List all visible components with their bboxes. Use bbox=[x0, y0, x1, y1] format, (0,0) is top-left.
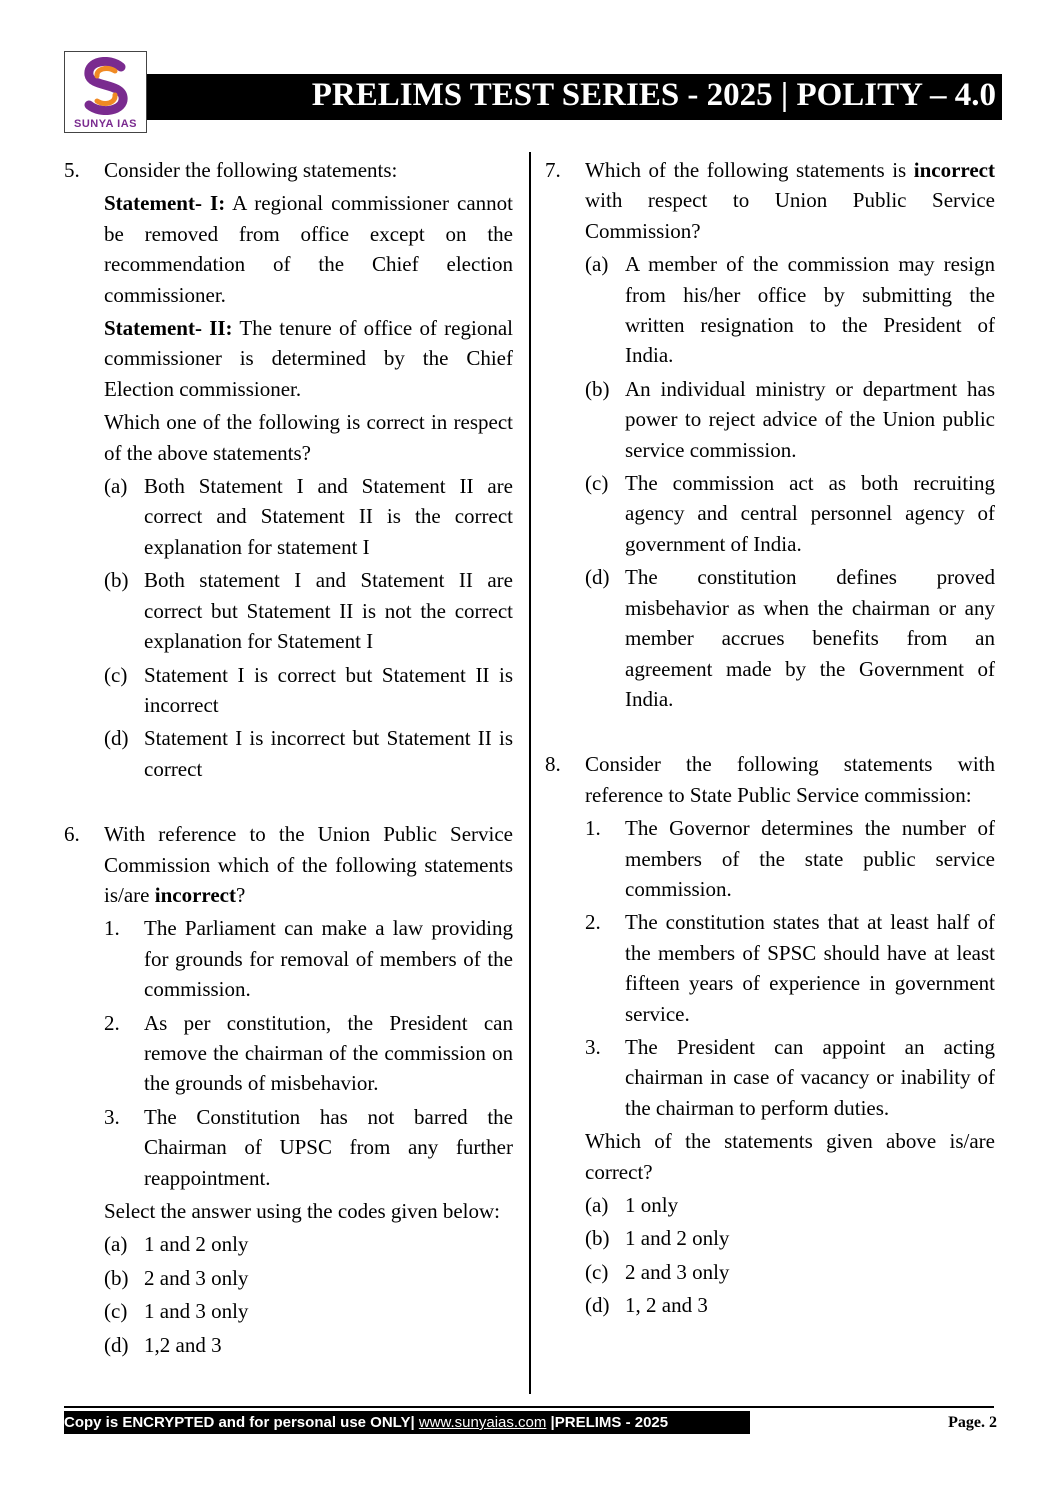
footer-rule bbox=[64, 1406, 994, 1408]
option-text: An individual ministry or department has power to reject advice of the Union public service commission. bbox=[625, 376, 995, 462]
stem-bold: incorrect bbox=[154, 882, 236, 907]
left-column bbox=[64, 155, 513, 1363]
website-link[interactable]: www.sunyaias.com bbox=[418, 1414, 547, 1431]
question-prompt: Select the answer using the codes given below: bbox=[104, 1199, 500, 1223]
option-label: (b) bbox=[585, 1226, 610, 1251]
logo-text: SUNYA IAS bbox=[74, 118, 137, 130]
statement-1 bbox=[104, 188, 513, 310]
question-stem bbox=[585, 155, 995, 246]
option-label: (d) bbox=[104, 1332, 129, 1357]
stem-text-end: ? bbox=[235, 882, 246, 907]
statement-label: 3. bbox=[585, 1034, 601, 1059]
question-prompt: Which of the statements given above is/are correct? bbox=[585, 1129, 995, 1184]
statement-label: 2. bbox=[585, 910, 601, 935]
statement-3 bbox=[104, 1102, 513, 1193]
column-divider bbox=[529, 152, 531, 1394]
option-text: Statement I is correct but Statement II is incorrect bbox=[144, 662, 513, 717]
option-text: 1,2 and 3 bbox=[144, 1332, 222, 1357]
option-text: A member of the commission may resign from his/her office by submitting the written resignation to the President of India. bbox=[625, 252, 995, 368]
statement-text: The Governor determines the number of members of the state public service commission. bbox=[625, 816, 995, 901]
statement-1 bbox=[585, 813, 995, 904]
footer-notice: Copy is ENCRYPTED and for personal use ONLY| bbox=[64, 1414, 419, 1431]
question-number: 5. bbox=[64, 158, 80, 182]
statement-text: The President can appoint an acting chairman in case of vacancy or inability of the chairman to perform duties. bbox=[625, 1034, 995, 1120]
statement-label: 1. bbox=[104, 916, 120, 941]
option-label: (a) bbox=[104, 1232, 128, 1257]
question-stem: Consider the following statements with reference to State Public Service commission: bbox=[585, 752, 995, 807]
footer-series: |PRELIMS - 2025 bbox=[546, 1414, 669, 1431]
statement-2 bbox=[104, 1008, 513, 1099]
statement-label: 3. bbox=[104, 1104, 120, 1129]
option-text: 1 only bbox=[625, 1193, 679, 1217]
option-text: 1 and 2 only bbox=[144, 1232, 249, 1257]
option-b bbox=[104, 1263, 513, 1293]
option-d bbox=[585, 1290, 995, 1320]
statement-2 bbox=[104, 313, 513, 404]
question-5 bbox=[64, 155, 513, 784]
option-label: (b) bbox=[585, 376, 610, 401]
option-text: Both Statement I and Statement II are correct and Statement II is the correct explanation for statement I bbox=[144, 474, 513, 559]
option-text: 1 and 2 only bbox=[625, 1226, 730, 1251]
option-label: (a) bbox=[585, 252, 609, 277]
option-label: (c) bbox=[585, 471, 609, 496]
option-label: (a) bbox=[104, 474, 128, 499]
stem-bold: incorrect bbox=[913, 158, 995, 182]
statement-label: Statement- II: bbox=[104, 316, 233, 341]
option-text: 2 and 3 only bbox=[625, 1259, 730, 1284]
option-label: (d) bbox=[585, 565, 610, 590]
option-d bbox=[104, 1330, 513, 1360]
option-text: Statement I is incorrect but Statement II is correct bbox=[144, 726, 513, 781]
statement-2 bbox=[585, 907, 995, 1029]
option-label: (b) bbox=[104, 568, 129, 593]
option-b bbox=[585, 1223, 995, 1253]
question-8 bbox=[545, 749, 995, 1320]
question-stem bbox=[104, 819, 513, 910]
option-a bbox=[104, 471, 513, 562]
option-label: (c) bbox=[585, 1259, 609, 1284]
option-c bbox=[585, 1257, 995, 1287]
right-column bbox=[545, 155, 995, 1324]
question-intro: Consider the following statements: bbox=[104, 158, 398, 182]
option-a bbox=[104, 1229, 513, 1259]
logo-s-icon bbox=[79, 57, 133, 115]
stem-text: With reference to the Union Public Service Commission which of the following statements is/are bbox=[104, 822, 513, 907]
question-number: 8. bbox=[545, 752, 561, 777]
statement-text: The Constitution has not barred the Chairman of UPSC from any further reappointment. bbox=[144, 1104, 513, 1190]
question-6 bbox=[64, 819, 513, 1360]
option-text: 1 and 3 only bbox=[144, 1299, 249, 1324]
option-text: 2 and 3 only bbox=[144, 1265, 249, 1290]
option-text: Both statement I and Statement II are correct but Statement II is not the correct explanation for Statement I bbox=[144, 568, 513, 654]
option-text: 1, 2 and 3 bbox=[625, 1293, 708, 1318]
question-7 bbox=[545, 155, 995, 714]
option-label: (c) bbox=[104, 662, 128, 687]
statement-label: 1. bbox=[585, 816, 601, 841]
option-label: (b) bbox=[104, 1265, 129, 1290]
option-d bbox=[104, 723, 513, 784]
statement-text: The Parliament can make a law providing for grounds for removal of members of the commission. bbox=[144, 916, 513, 1002]
option-text: The commission act as both recruiting agency and central personnel agency of government of India. bbox=[625, 471, 995, 556]
statement-3 bbox=[585, 1032, 995, 1123]
question-number: 6. bbox=[64, 822, 80, 847]
stem-text-end: with respect to Union Public Service Commission? bbox=[585, 188, 995, 243]
statement-text: The tenure of office of regional commissioner is determined by the Chief Election commissioner. bbox=[104, 316, 513, 401]
sunya-ias-logo bbox=[64, 51, 147, 133]
option-label: (c) bbox=[104, 1299, 128, 1324]
statement-text: A regional commissioner cannot be removed from office except on the recommendation of the Chief election commissioner. bbox=[104, 191, 513, 307]
option-b bbox=[104, 565, 513, 656]
statement-1 bbox=[104, 913, 513, 1004]
title-bar bbox=[147, 74, 1002, 120]
option-d bbox=[585, 562, 995, 714]
statement-label: Statement- I: bbox=[104, 191, 226, 216]
question-prompt: Which one of the following is correct in respect of the above statements? bbox=[104, 410, 513, 465]
option-text: The constitution defines proved misbehavior as when the chairman or any member accrues benefits from an agreement made by the Government of India. bbox=[625, 565, 995, 711]
footer-banner bbox=[64, 1411, 750, 1434]
page-title: PRELIMS TEST SERIES - 2025 | POLITY – 4.0 bbox=[311, 77, 996, 113]
option-a bbox=[585, 1190, 995, 1220]
page-number: Page. 2 bbox=[948, 1414, 997, 1431]
option-b bbox=[585, 374, 995, 465]
statement-label: 2. bbox=[104, 1010, 120, 1035]
option-c bbox=[104, 660, 513, 721]
option-c bbox=[104, 1296, 513, 1326]
option-label: (d) bbox=[104, 726, 129, 751]
question-number: 7. bbox=[545, 158, 561, 182]
option-label: (a) bbox=[585, 1193, 609, 1217]
stem-text: Which of the following statements is bbox=[585, 158, 914, 182]
option-label: (d) bbox=[585, 1293, 610, 1318]
option-c bbox=[585, 468, 995, 559]
option-a bbox=[585, 249, 995, 371]
statement-text: The constitution states that at least half of the members of SPSC should have at least fifteen years of experience in government service. bbox=[625, 910, 995, 1026]
statement-text: As per constitution, the President can remove the chairman of the commission on the grounds of misbehavior. bbox=[144, 1010, 513, 1096]
